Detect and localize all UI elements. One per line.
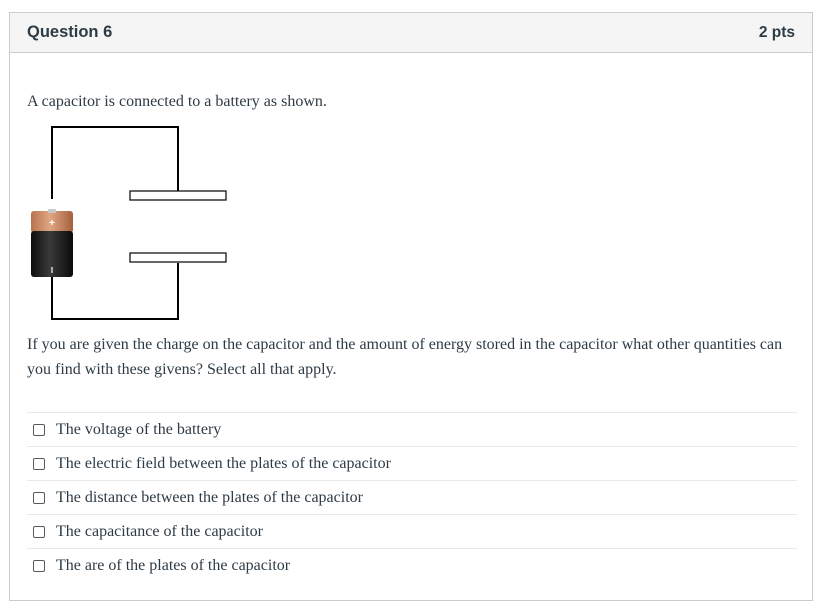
capacitor-top-plate	[130, 191, 226, 200]
question-header	[10, 13, 812, 53]
question-title: Question 6	[27, 23, 113, 41]
answer-option-electric-field[interactable]	[27, 446, 797, 480]
question-intro: A capacitor is connected to a battery as shown.	[27, 93, 327, 110]
question-card	[9, 12, 813, 601]
battery-minus-label: I	[50, 266, 54, 275]
answer-checkbox[interactable]	[33, 458, 45, 470]
question-points: 2 pts	[758, 23, 795, 41]
answer-option-distance[interactable]	[27, 480, 797, 514]
answer-checkbox[interactable]	[33, 492, 45, 504]
answer-label: The capacitance of the capacitor	[56, 522, 263, 540]
battery-plus-label: +	[49, 218, 55, 229]
answer-list	[27, 412, 797, 582]
question-prompt: If you are given the charge on the capacitor and the amount of energy stored in the capacitor what other quantities can you find with these givens? Select all that apply.	[27, 336, 783, 378]
capacitor-bottom-plate	[130, 253, 226, 262]
answer-option-capacitance[interactable]	[27, 514, 797, 548]
answer-checkbox[interactable]	[33, 424, 45, 436]
battery-icon	[31, 209, 73, 277]
answer-option-voltage[interactable]	[27, 412, 797, 446]
circuit-diagram	[28, 125, 228, 321]
answer-label: The distance between the plates of the capacitor	[56, 488, 363, 506]
answer-label: The are of the plates of the capacitor	[56, 556, 291, 574]
answer-checkbox[interactable]	[33, 526, 45, 538]
answer-option-plate-area[interactable]	[27, 548, 797, 582]
top-wire	[52, 127, 178, 199]
answer-label: The voltage of the battery	[56, 420, 222, 438]
answer-label: The electric field between the plates of the capacitor	[56, 454, 391, 472]
answer-checkbox[interactable]	[33, 560, 45, 572]
